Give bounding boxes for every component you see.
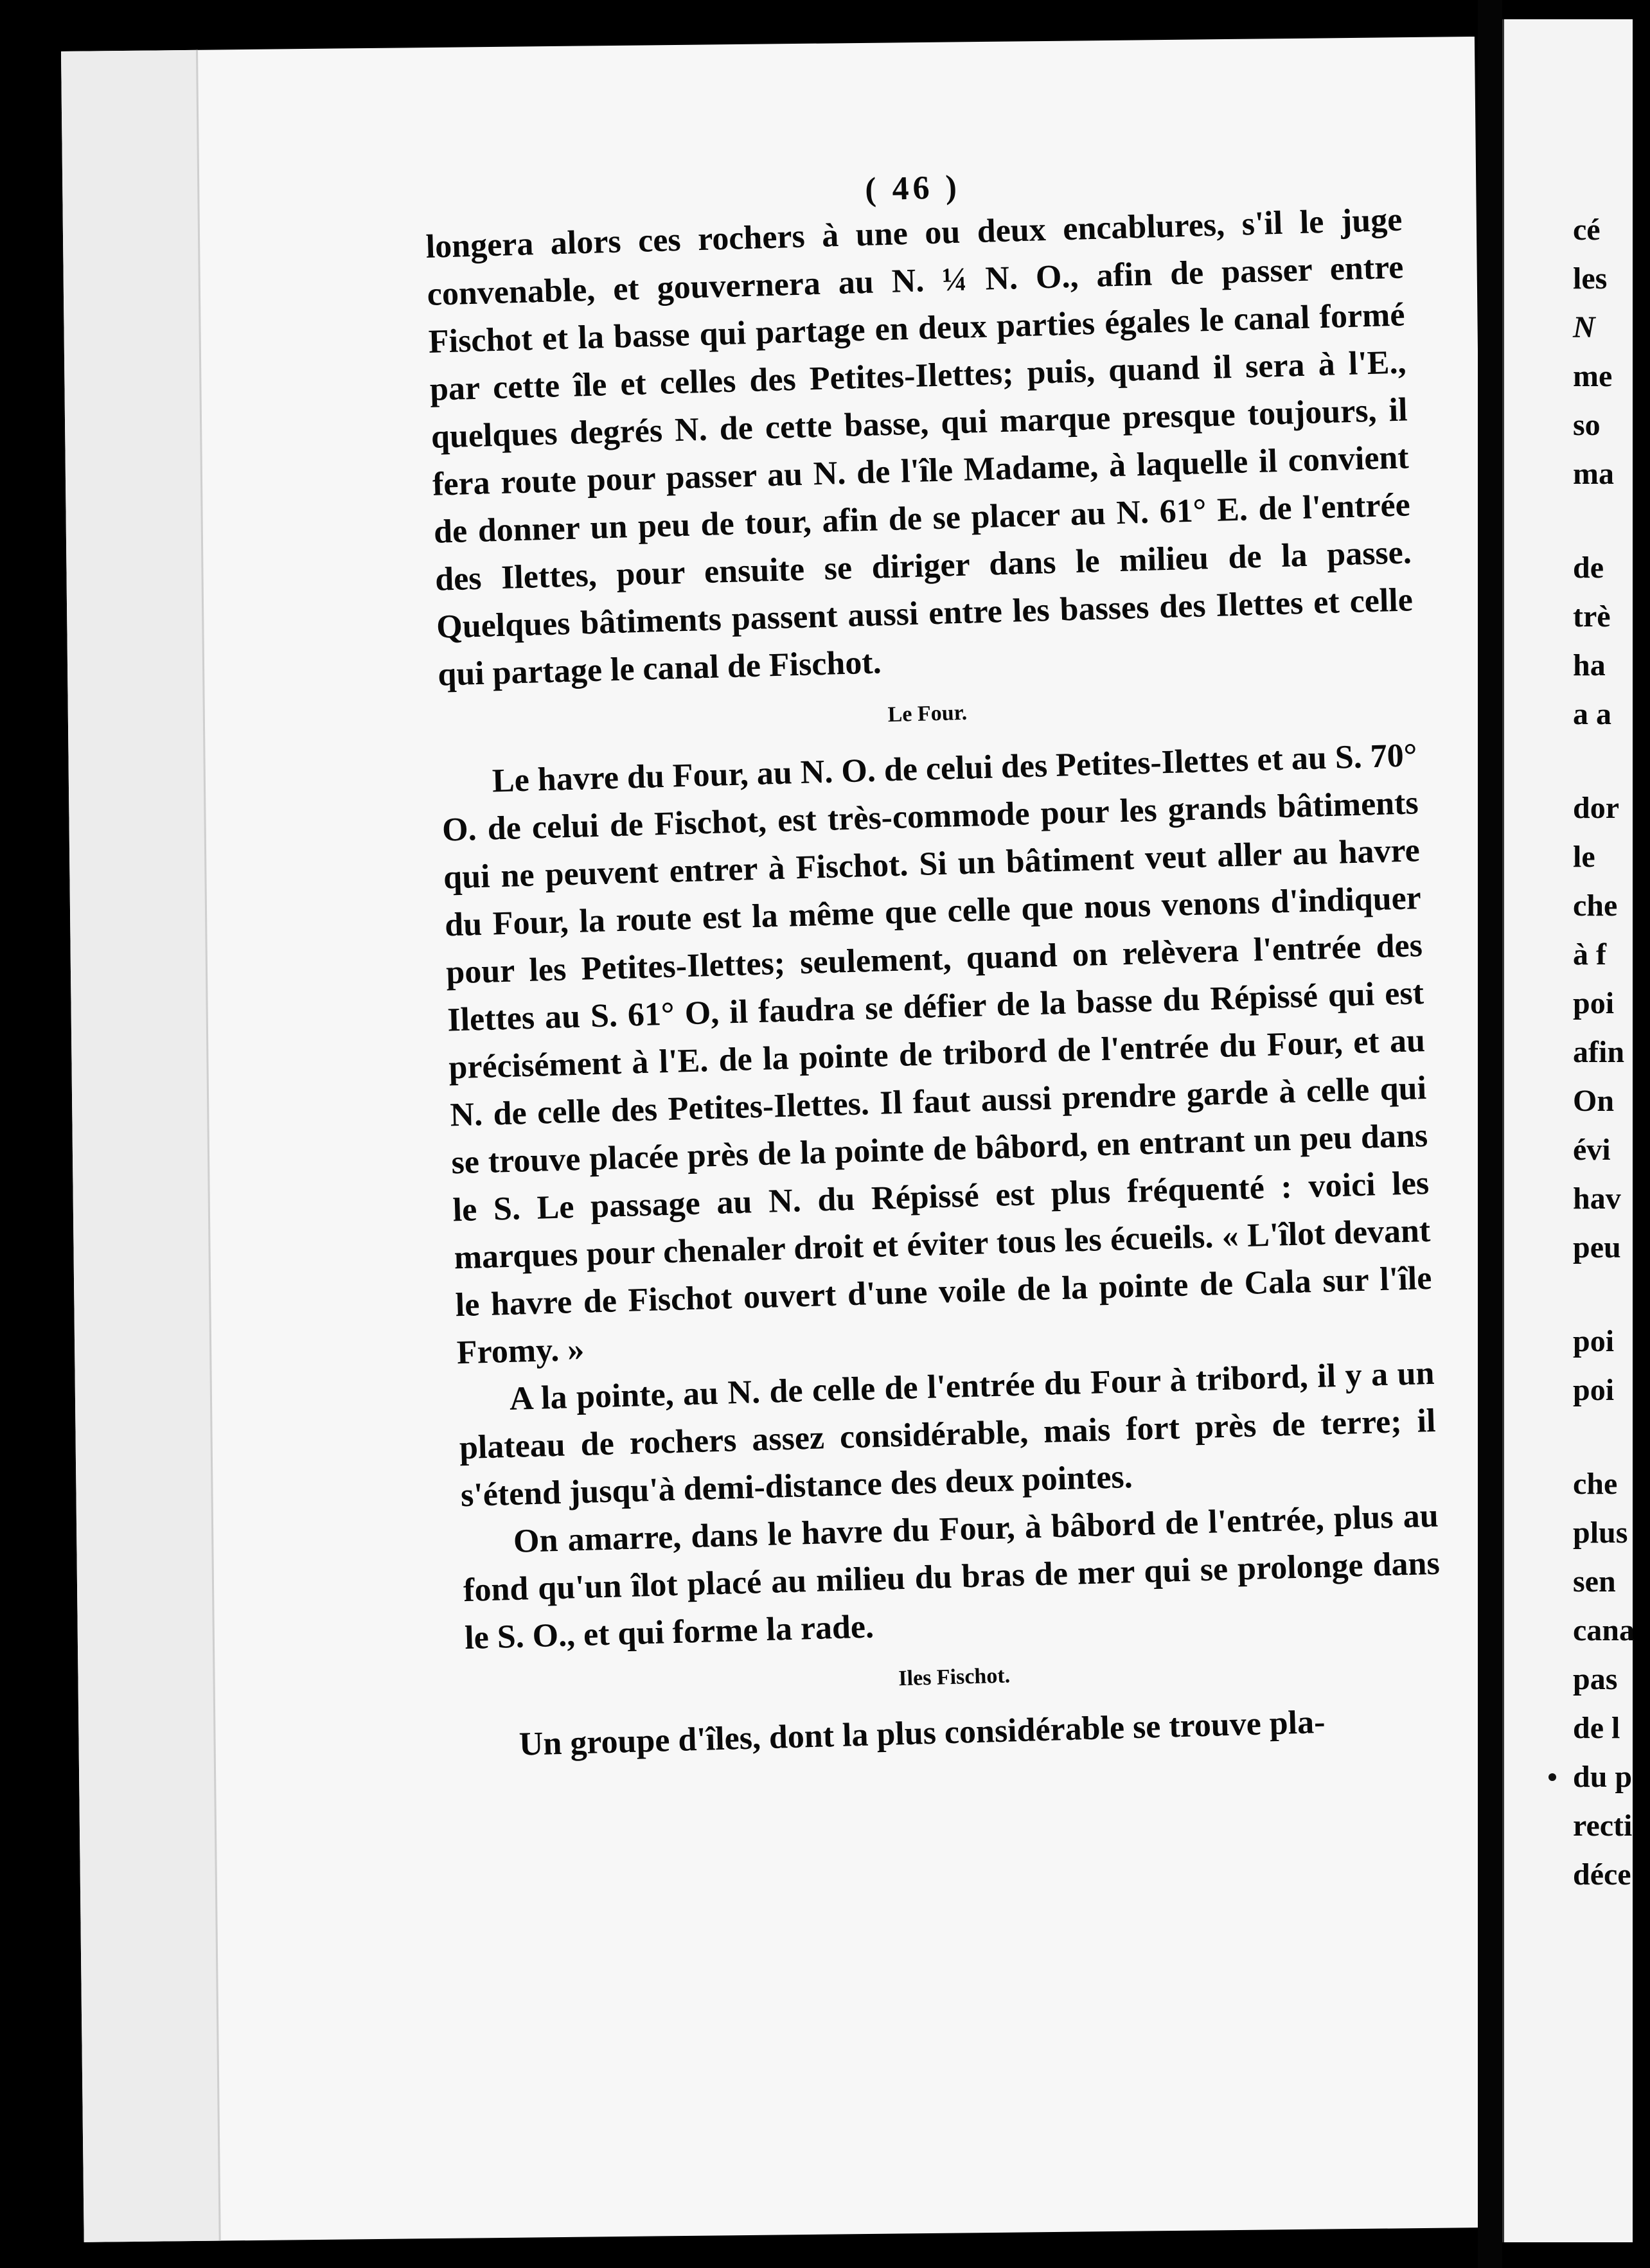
facing-fragment: poi bbox=[1573, 1373, 1615, 1407]
facing-fragment: On bbox=[1573, 1084, 1615, 1118]
facing-fragment: so bbox=[1573, 408, 1601, 442]
facing-fragment: hav bbox=[1573, 1182, 1621, 1216]
paragraph-1: longera alors ces rochers à une ou deux encablures, s'il le juge convenable, et gouvernera au N. ¼ N. O., afin de passer entre Fischot et la basse qui partage en deux parties égales le canal formé par cette île et celles des Petites-Ilettes; puis, quand il sera à l'E., quelques degrés N. de cette basse, qui marque presque toujours, il fera route pour passer au N. de l'île Madame, à laquelle il convient de donner un peu de tour, afin de se placer au N. 61° E. de l'entrée des Ilettes, pour ensuite se diriger dans le milieu de la passe. Quelques bâtiments passent aussi entre les basses des Ilettes et celle qui partage le canal de Fischot. bbox=[425, 201, 1414, 693]
facing-fragment: ha bbox=[1573, 648, 1606, 682]
facing-fragment: déce bbox=[1573, 1857, 1631, 1891]
facing-fragment: recti bbox=[1573, 1809, 1633, 1843]
facing-fragment: afin bbox=[1573, 1035, 1625, 1069]
facing-page-text bbox=[1573, 206, 1650, 1899]
facing-fragment: N bbox=[1573, 310, 1595, 344]
left-page-edge bbox=[61, 50, 221, 2242]
facing-fragment: che bbox=[1573, 1467, 1618, 1501]
book-gutter bbox=[1478, 0, 1502, 2268]
facing-fragment: trè bbox=[1573, 599, 1611, 633]
facing-fragment: cana bbox=[1573, 1613, 1635, 1647]
facing-fragment: poi bbox=[1573, 1324, 1615, 1358]
facing-fragment: me bbox=[1573, 359, 1613, 393]
facing-fragment: che bbox=[1573, 889, 1618, 923]
facing-fragment: cé bbox=[1573, 213, 1601, 247]
facing-fragment: peu bbox=[1573, 1230, 1621, 1264]
ink-dot bbox=[1548, 1773, 1556, 1781]
facing-fragment: plus bbox=[1573, 1516, 1628, 1550]
paragraph-2: Le havre du Four, au N. O. de celui des Petites-Ilettes et au S. 70° O. de celui de Fischot, est très-commode pour les grands bâtiments qui ne peuvent entrer à Fischot. Si un bâtiment veut aller au havre du Four, la route est la même que celle que nous venons d'indiquer pour les Petites-Ilettes; seulement, quand on relèvera l'entrée des Ilettes au S. 61° O, il faudra se défier de la basse du Répissé qui est précisément à l'E. de la pointe de tribord de l'entrée du Four, et au N. de celle des Petites-Ilettes. Il faut aussi prendre garde à celle qui se trouve placée près de la pointe de bâbord, en entrant un peu dans le S. Le passage au N. du Répissé est plus fréquenté : voici les marques pour chenaler droit et éviter tous les écueils. « L'îlot devant le havre de Fischot ouvert d'une voile de la pointe de Cala sur l'île Fromy. » bbox=[441, 737, 1432, 1372]
facing-fragment: pas bbox=[1573, 1662, 1618, 1696]
facing-fragment: du p bbox=[1573, 1760, 1633, 1794]
facing-fragment: de l bbox=[1573, 1711, 1620, 1745]
page-text-column bbox=[424, 156, 1444, 1770]
facing-fragment: le bbox=[1573, 840, 1595, 874]
facing-fragment: sen bbox=[1573, 1564, 1616, 1599]
facing-fragment: évi bbox=[1573, 1133, 1611, 1167]
facing-fragment: dor bbox=[1573, 791, 1619, 825]
facing-fragment: poi bbox=[1573, 986, 1615, 1020]
section-heading-le-four: Le Four. bbox=[887, 700, 968, 727]
facing-fragment: les bbox=[1573, 261, 1608, 296]
facing-fragment: a a bbox=[1573, 697, 1611, 731]
page-number: ( 46 ) bbox=[864, 168, 961, 208]
paragraph-4: On amarre, dans le havre du Four, à bâbord de l'entrée, plus au fond qu'un îlot placé au milieu du bras de mer qui se prolonge dans le S. O., et qui forme la rade. bbox=[463, 1497, 1441, 1657]
facing-fragment: ma bbox=[1573, 457, 1614, 491]
facing-fragment: de bbox=[1573, 551, 1604, 585]
section-heading-iles-fischot: Iles Fischot. bbox=[898, 1663, 1011, 1691]
paragraph-5: Un groupe d'îles, dont la plus considérable se trouve pla- bbox=[519, 1703, 1326, 1763]
facing-fragment: à f bbox=[1573, 937, 1606, 971]
paragraph-3: A la pointe, au N. de celle de l'entrée du Four à tribord, il y a un plateau de rochers assez considérable, mais fort près de terre; il s'étend jusqu'à demi-distance des deux pointes. bbox=[459, 1354, 1437, 1514]
